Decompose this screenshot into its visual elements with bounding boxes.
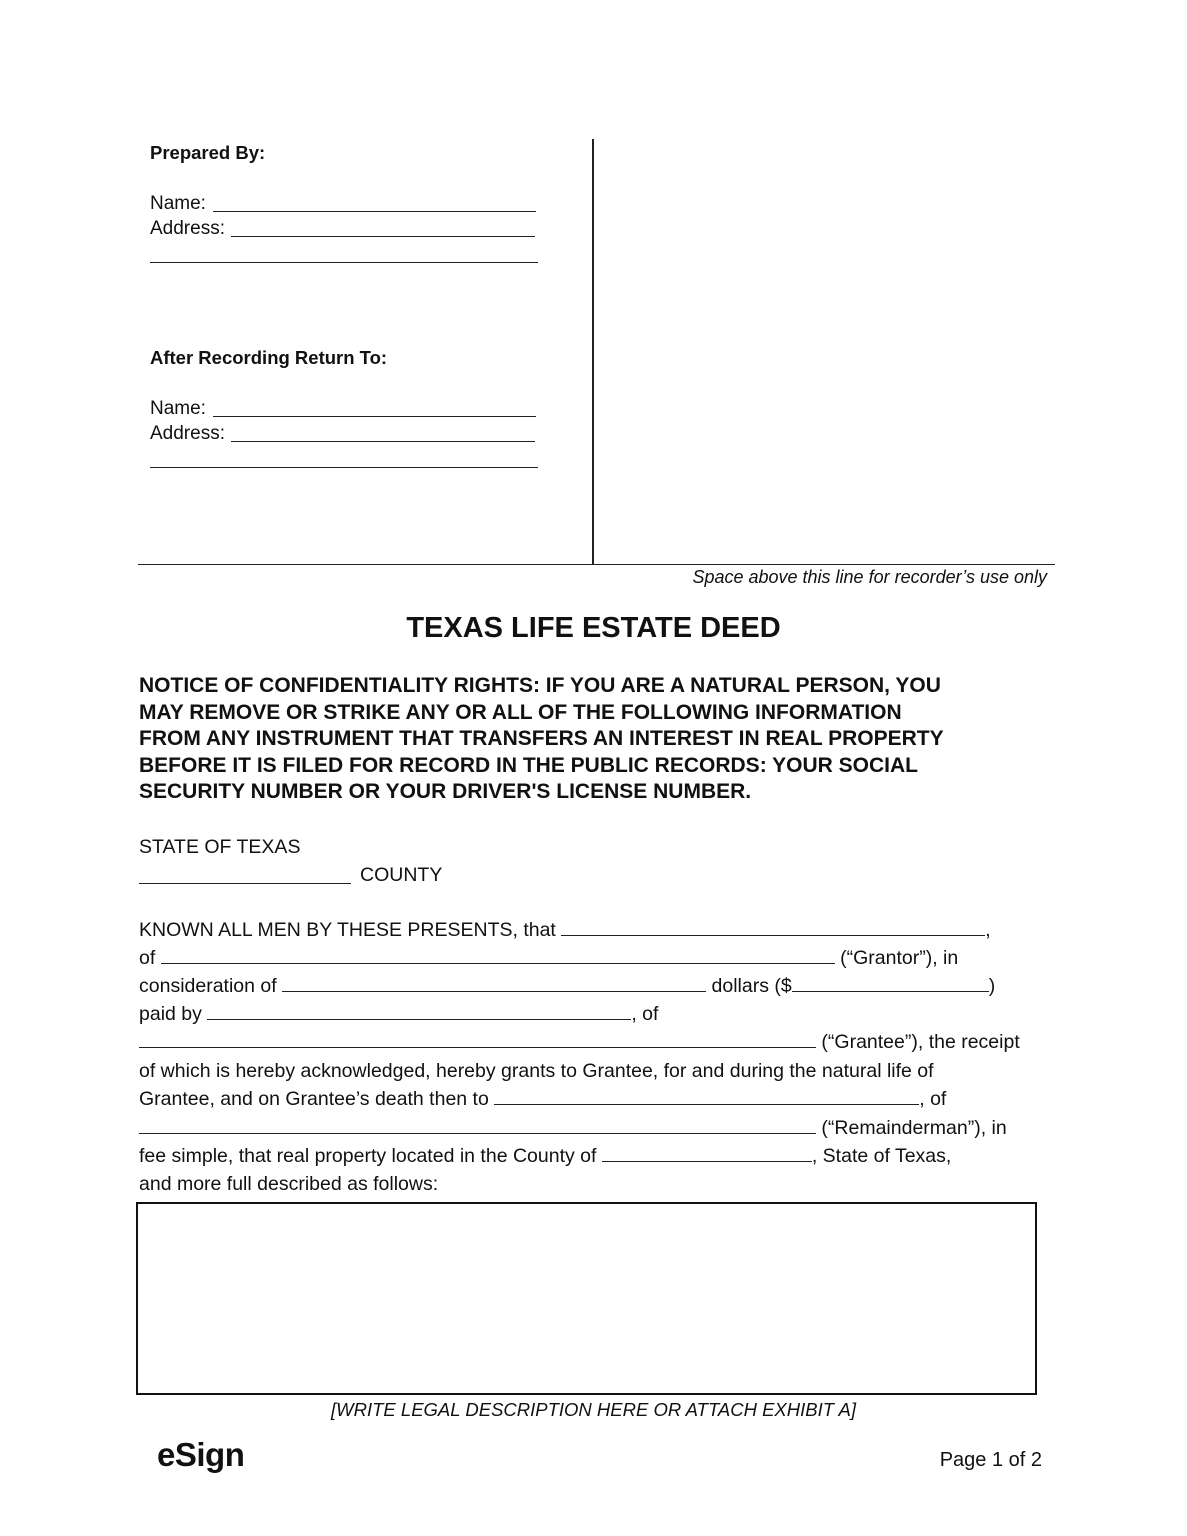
grantee-name-field[interactable] xyxy=(207,1005,631,1020)
page-number: Page 1 of 2 xyxy=(939,1449,1042,1471)
grantor-name-field[interactable] xyxy=(561,921,985,936)
body-line-9 xyxy=(139,1147,951,1167)
county-field[interactable] xyxy=(139,883,351,884)
county-label: COUNTY xyxy=(360,864,443,886)
prepared-by-name-field[interactable] xyxy=(213,211,536,212)
remainderman-label: (“Remainderman”), in xyxy=(821,1117,1007,1139)
prepared-by-name-label: Name: xyxy=(150,193,206,214)
paren-close-text: ) xyxy=(988,975,996,997)
legal-description-caption: [WRITE LEGAL DESCRIPTION HERE OR ATTACH EXHIBIT A] xyxy=(331,1399,856,1420)
return-to-name-field[interactable] xyxy=(213,416,536,417)
body-line-4 xyxy=(139,1005,658,1025)
comma-text: , xyxy=(985,919,991,941)
consideration-text: consideration of xyxy=(139,975,277,997)
notice-line: FROM ANY INSTRUMENT THAT TRANSFERS AN INTEREST IN REAL PROPERTY xyxy=(139,727,944,750)
grantee-address-field[interactable] xyxy=(139,1033,816,1048)
notice-line: BEFORE IT IS FILED FOR RECORD IN THE PUBLIC RECORDS: YOUR SOCIAL xyxy=(139,753,918,777)
return-to-heading: After Recording Return To: xyxy=(150,347,388,368)
recorder-vertical-divider xyxy=(592,139,594,565)
prepared-by-address-field-2[interactable] xyxy=(150,262,538,263)
remainderman-address-field[interactable] xyxy=(139,1119,816,1134)
consideration-amount-words-field[interactable] xyxy=(282,977,706,992)
body-line-5 xyxy=(139,1033,1020,1053)
of-text: , of xyxy=(919,1088,947,1110)
legal-description-box[interactable] xyxy=(136,1202,1037,1395)
of-text: , of xyxy=(631,1003,659,1025)
esign-logo: eSign xyxy=(157,1436,245,1473)
of-text: of xyxy=(139,947,156,969)
return-to-address-label: Address: xyxy=(150,423,225,444)
return-to-address-field-2[interactable] xyxy=(150,467,538,468)
known-all-men-text: KNOWN ALL MEN BY THESE PRESENTS, that xyxy=(139,919,556,941)
grantor-label: (“Grantor”), in xyxy=(840,947,959,969)
state-of-texas-text: , State of Texas, xyxy=(811,1145,952,1167)
body-line-8 xyxy=(139,1119,1007,1139)
grantor-address-field[interactable] xyxy=(161,949,835,964)
recorder-horizontal-divider xyxy=(138,564,1055,565)
consideration-amount-field[interactable] xyxy=(792,977,989,992)
prepared-by-heading: Prepared By: xyxy=(150,142,266,163)
property-county-field[interactable] xyxy=(602,1147,812,1162)
fee-simple-text: fee simple, that real property located in the County of xyxy=(139,1145,597,1167)
dollars-text: dollars ($ xyxy=(711,975,792,997)
body-line-6: of which is hereby acknowledged, hereby grants to Grantee, for and during the natural life of xyxy=(139,1060,934,1082)
body-line-10: and more full described as follows: xyxy=(139,1173,439,1195)
notice-line: SECURITY NUMBER OR YOUR DRIVER'S LICENSE NUMBER. xyxy=(139,780,752,803)
body-line-1 xyxy=(139,921,991,941)
confidentiality-notice xyxy=(139,673,944,806)
prepared-by-address-field[interactable] xyxy=(231,236,535,237)
return-to-name-label: Name: xyxy=(150,398,206,419)
body-line-3 xyxy=(139,977,995,997)
body-line-2 xyxy=(139,949,958,969)
state-line: STATE OF TEXAS xyxy=(139,836,301,858)
prepared-by-address-label: Address: xyxy=(150,218,225,239)
return-to-address-field[interactable] xyxy=(231,441,535,442)
remainderman-name-field[interactable] xyxy=(494,1090,919,1105)
document-title: TEXAS LIFE ESTATE DEED xyxy=(406,612,781,644)
notice-line: NOTICE OF CONFIDENTIALITY RIGHTS: IF YOU ARE A NATURAL PERSON, YOU xyxy=(139,674,941,697)
body-line-7 xyxy=(139,1090,946,1110)
grantee-label: (“Grantee”), the receipt xyxy=(821,1031,1020,1053)
paid-by-text: paid by xyxy=(139,1003,202,1025)
grantee-death-text: Grantee, and on Grantee’s death then to xyxy=(139,1088,489,1110)
notice-line: MAY REMOVE OR STRIKE ANY OR ALL OF THE FOLLOWING INFORMATION xyxy=(139,700,902,724)
recorder-note: Space above this line for recorder’s use only xyxy=(692,567,1047,587)
